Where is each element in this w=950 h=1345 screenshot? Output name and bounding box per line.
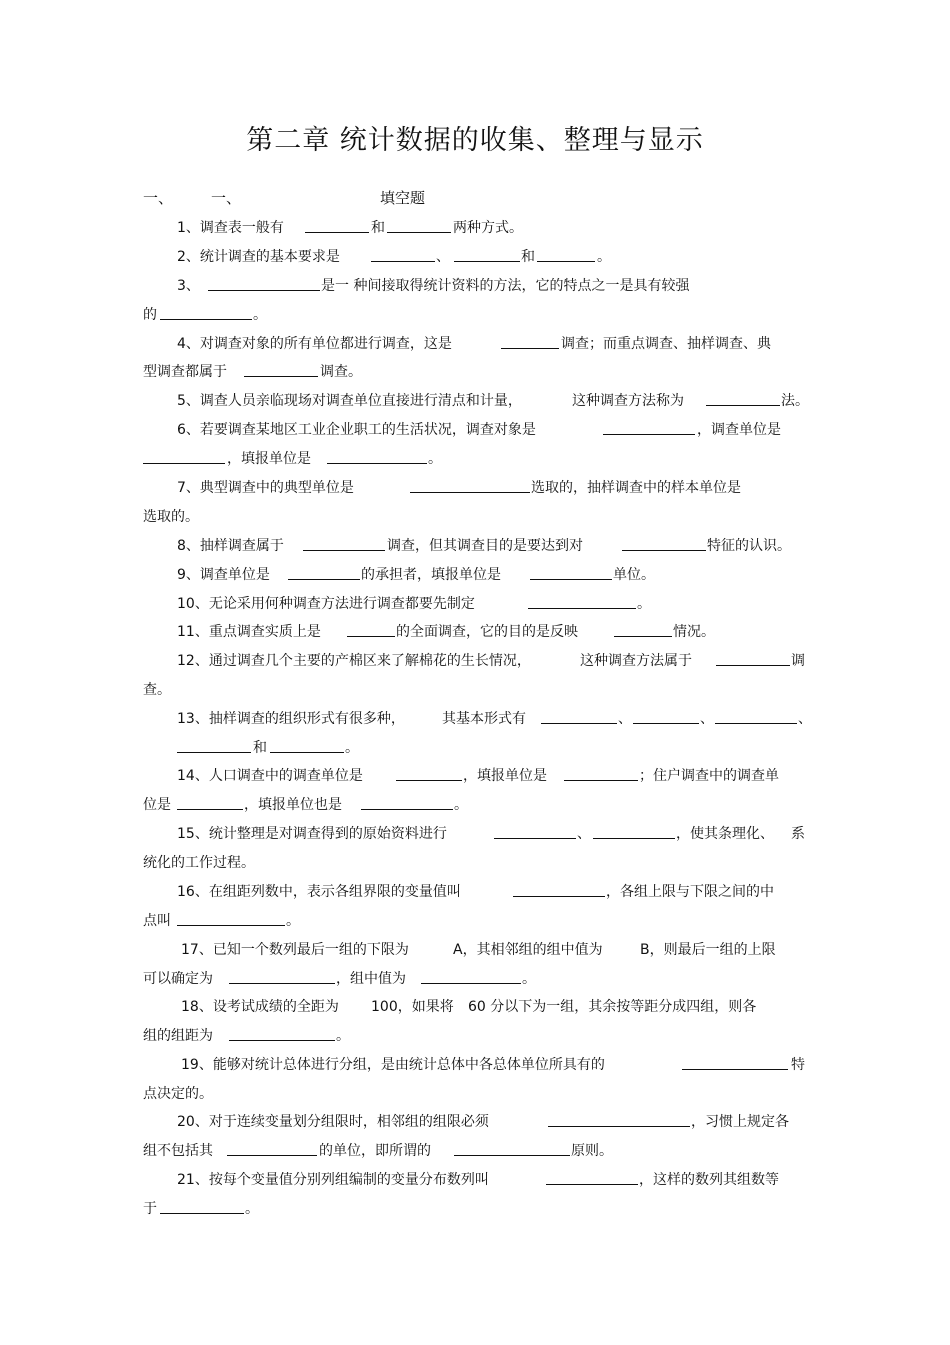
blank	[541, 709, 617, 724]
question-6-cont: ，填报单位是 。	[143, 449, 823, 469]
blank	[548, 1112, 690, 1127]
question-16: 16、在组距列数中，表示各组界限的变量值叫 ，各组上限与下限之间的中	[177, 884, 774, 900]
question-18: 18、设考试成绩的全距为 100，如果将 60 分以下为一组，其余按等距分成四组，则各	[181, 999, 757, 1015]
blank	[421, 969, 521, 984]
blank	[530, 565, 612, 580]
blank	[513, 882, 605, 897]
blank	[537, 247, 595, 262]
blank	[288, 565, 360, 580]
question-1: 1、调查表一般有 和 两种方式。	[177, 220, 523, 236]
question-19: 19、能够对统计总体进行分组，是由统计总体中各总体单位所具有的 特	[181, 1057, 805, 1073]
blank	[633, 709, 699, 724]
section-number: 一、	[143, 189, 174, 207]
question-13: 13、抽样调查的组织形式有很多种， 其基本形式有 、 、 、	[177, 711, 812, 727]
blank	[177, 795, 243, 810]
blank	[716, 651, 790, 666]
blank	[706, 391, 780, 406]
blank	[454, 1141, 570, 1156]
blank	[603, 420, 695, 435]
question-20-cont: 组不包括其 的单位，即所谓的 原则。	[143, 1143, 613, 1159]
blank	[244, 362, 318, 377]
question-11: 11、重点调查实质上是 的全面调查，它的目的是反映 情况。	[177, 624, 715, 640]
question-3: 3、 是一 种间接取得统计资料的方法，它的特点之一是具有较强	[177, 278, 690, 294]
section-number: 一、	[211, 189, 242, 207]
question-9: 9、调查单位是 的承担者，填报单位是 单位。	[177, 567, 655, 583]
blank	[303, 536, 385, 551]
blank	[715, 709, 797, 724]
question-12-cont: 查。	[143, 682, 171, 698]
blank	[227, 1141, 317, 1156]
blank	[494, 824, 576, 839]
question-2: 2、统计调查的基本要求是 、 和 。	[177, 249, 611, 265]
question-7: 7、典型调查中的典型单位是 选取的，抽样调查中的样本单位是	[177, 480, 741, 496]
blank	[327, 449, 427, 464]
blank	[454, 247, 520, 262]
page-title: 第二章 统计数据的收集、整理与显示	[246, 125, 704, 156]
blank	[177, 911, 285, 926]
blank	[270, 738, 344, 753]
question-13-cont: 和 。	[143, 738, 823, 758]
question-7-cont: 选取的。	[143, 509, 199, 525]
question-6: 6、若要调查某地区工业企业职工的生活状况，调查对象是 ，调查单位是	[177, 422, 781, 438]
question-21: 21、按每个变量值分别列组编制的变量分布数列叫 ，这样的数列其组数等	[177, 1172, 779, 1188]
blank	[371, 247, 435, 262]
blank	[564, 766, 638, 781]
section-heading	[143, 187, 563, 209]
blank	[160, 1199, 244, 1214]
blank	[410, 478, 530, 493]
blank	[143, 449, 225, 464]
blank	[208, 276, 320, 291]
question-10: 10、无论采用何种调查方法进行调查都要先制定 。	[177, 596, 651, 612]
blank	[361, 795, 453, 810]
question-3-cont: 的 。	[143, 307, 267, 323]
question-17-cont: 可以确定为 ，组中值为 。	[143, 971, 536, 987]
blank	[501, 334, 559, 349]
question-17: 17、已知一个数列最后一组的下限为 A，其相邻组的组中值为 B，则最后一组的上限	[181, 942, 776, 958]
question-5: 5、调查人员亲临现场对调查单位直接进行清点和计量， 这种调查方法称为 法。	[177, 393, 809, 409]
question-15-cont: 统化的工作过程。	[143, 855, 255, 871]
blank	[160, 305, 252, 320]
blank	[229, 1026, 335, 1041]
question-4-cont: 型调查都属于 调查。	[143, 364, 362, 380]
blank	[229, 969, 335, 984]
blank	[347, 622, 395, 637]
question-18-cont: 组的组距为 。	[143, 1028, 350, 1044]
blank	[593, 824, 675, 839]
blank	[177, 738, 251, 753]
blank	[528, 594, 636, 609]
question-4: 4、对调查对象的所有单位都进行调查，这是 调查；而重点调查、抽样调查、典	[177, 336, 771, 352]
blank	[614, 622, 672, 637]
blank	[546, 1170, 638, 1185]
question-8: 8、抽样调查属于 调查，但其调查目的是要达到对 特征的认识。	[177, 538, 791, 554]
question-14: 14、人口调查中的调查单位是 ，填报单位是 ；住户调查中的调查单	[177, 768, 779, 784]
blank	[622, 536, 706, 551]
question-12: 12、通过调查几个主要的产棉区来了解棉花的生长情况， 这种调查方法属于 调	[177, 653, 805, 669]
blank	[396, 766, 462, 781]
question-15: 15、统计整理是对调查得到的原始资料进行 、 ，使其条理化、 系	[177, 826, 805, 842]
blank	[387, 218, 451, 233]
blank	[305, 218, 369, 233]
question-16-cont: 点叫 。	[143, 913, 300, 929]
question-20: 20、对于连续变量划分组限时，相邻组的组限必须 ，习惯上规定各	[177, 1114, 789, 1130]
question-14-cont: 位是 ，填报单位也是 。	[143, 797, 468, 813]
question-21-cont: 于 。	[143, 1201, 259, 1217]
blank	[682, 1055, 788, 1070]
question-19-cont: 点决定的。	[143, 1086, 213, 1102]
section-label: 填空题	[380, 189, 426, 207]
